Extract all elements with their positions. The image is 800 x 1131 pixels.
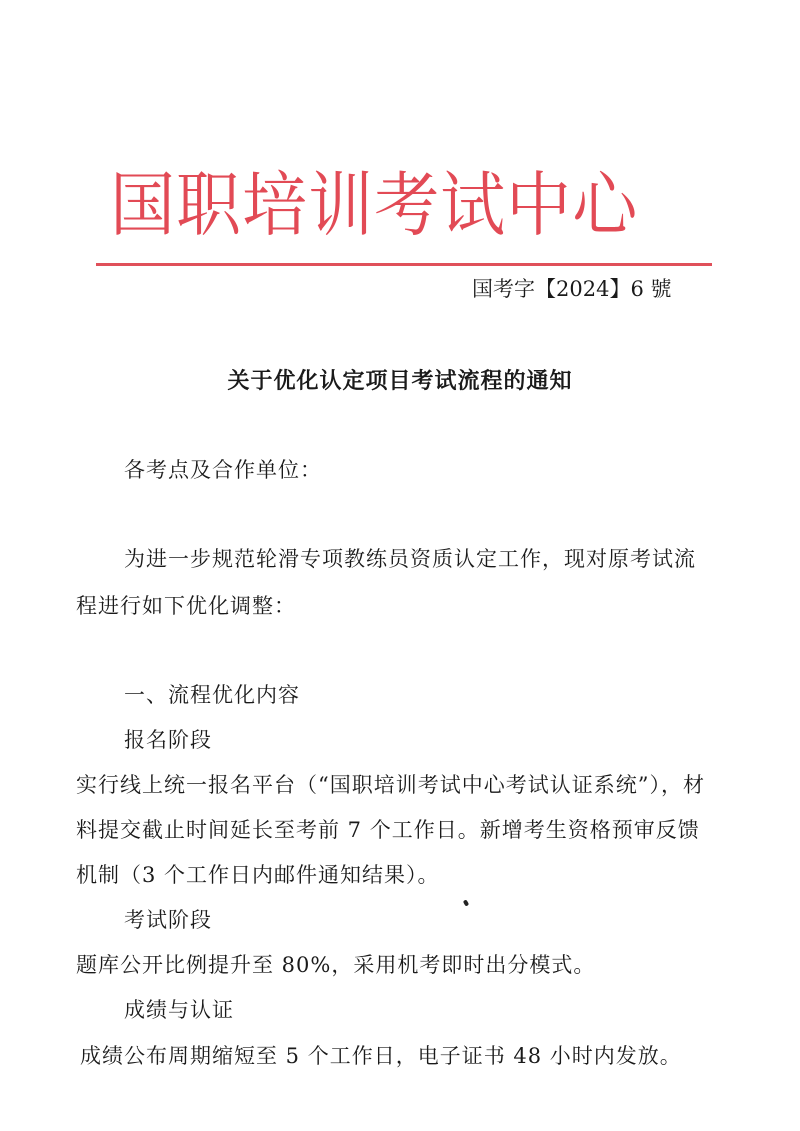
certification-line-1: 成绩公布周期缩短至 5 个工作日，电子证书 48 小时内发放。 [80,1044,682,1068]
subheading-certification: 成绩与认证 [124,998,234,1022]
registration-line-2: 料提交截止时间延长至考前 7 个工作日。新增考生资格预审反馈 [76,818,700,842]
section-heading-process: 一、流程优化内容 [124,683,300,707]
registration-line-1: 实行线上统一报名平台（“国职培训考试中心考试认证系统”），材 [76,773,705,797]
ink-speck [463,899,469,906]
notice-title: 关于优化认定项目考试流程的通知 [227,369,573,394]
exam-line-1: 题库公开比例提升至 80%，采用机考即时出分模式。 [76,953,596,977]
subheading-exam: 考试阶段 [124,908,212,932]
registration-line-3: 机制（3 个工作日内邮件通知结果）。 [76,863,440,887]
intro-line-1: 为进一步规范轮滑专项教练员资质认定工作，现对原考试流 [124,547,696,571]
red-header-rule [96,263,712,266]
intro-line-2: 程进行如下优化调整： [76,594,296,618]
salutation: 各考点及合作单位： [124,458,322,482]
issuer-masthead: 国职培训考试中心 [110,164,639,246]
subheading-registration: 报名阶段 [124,728,212,752]
document-number: 国考字【2024】6 號 [472,277,672,301]
